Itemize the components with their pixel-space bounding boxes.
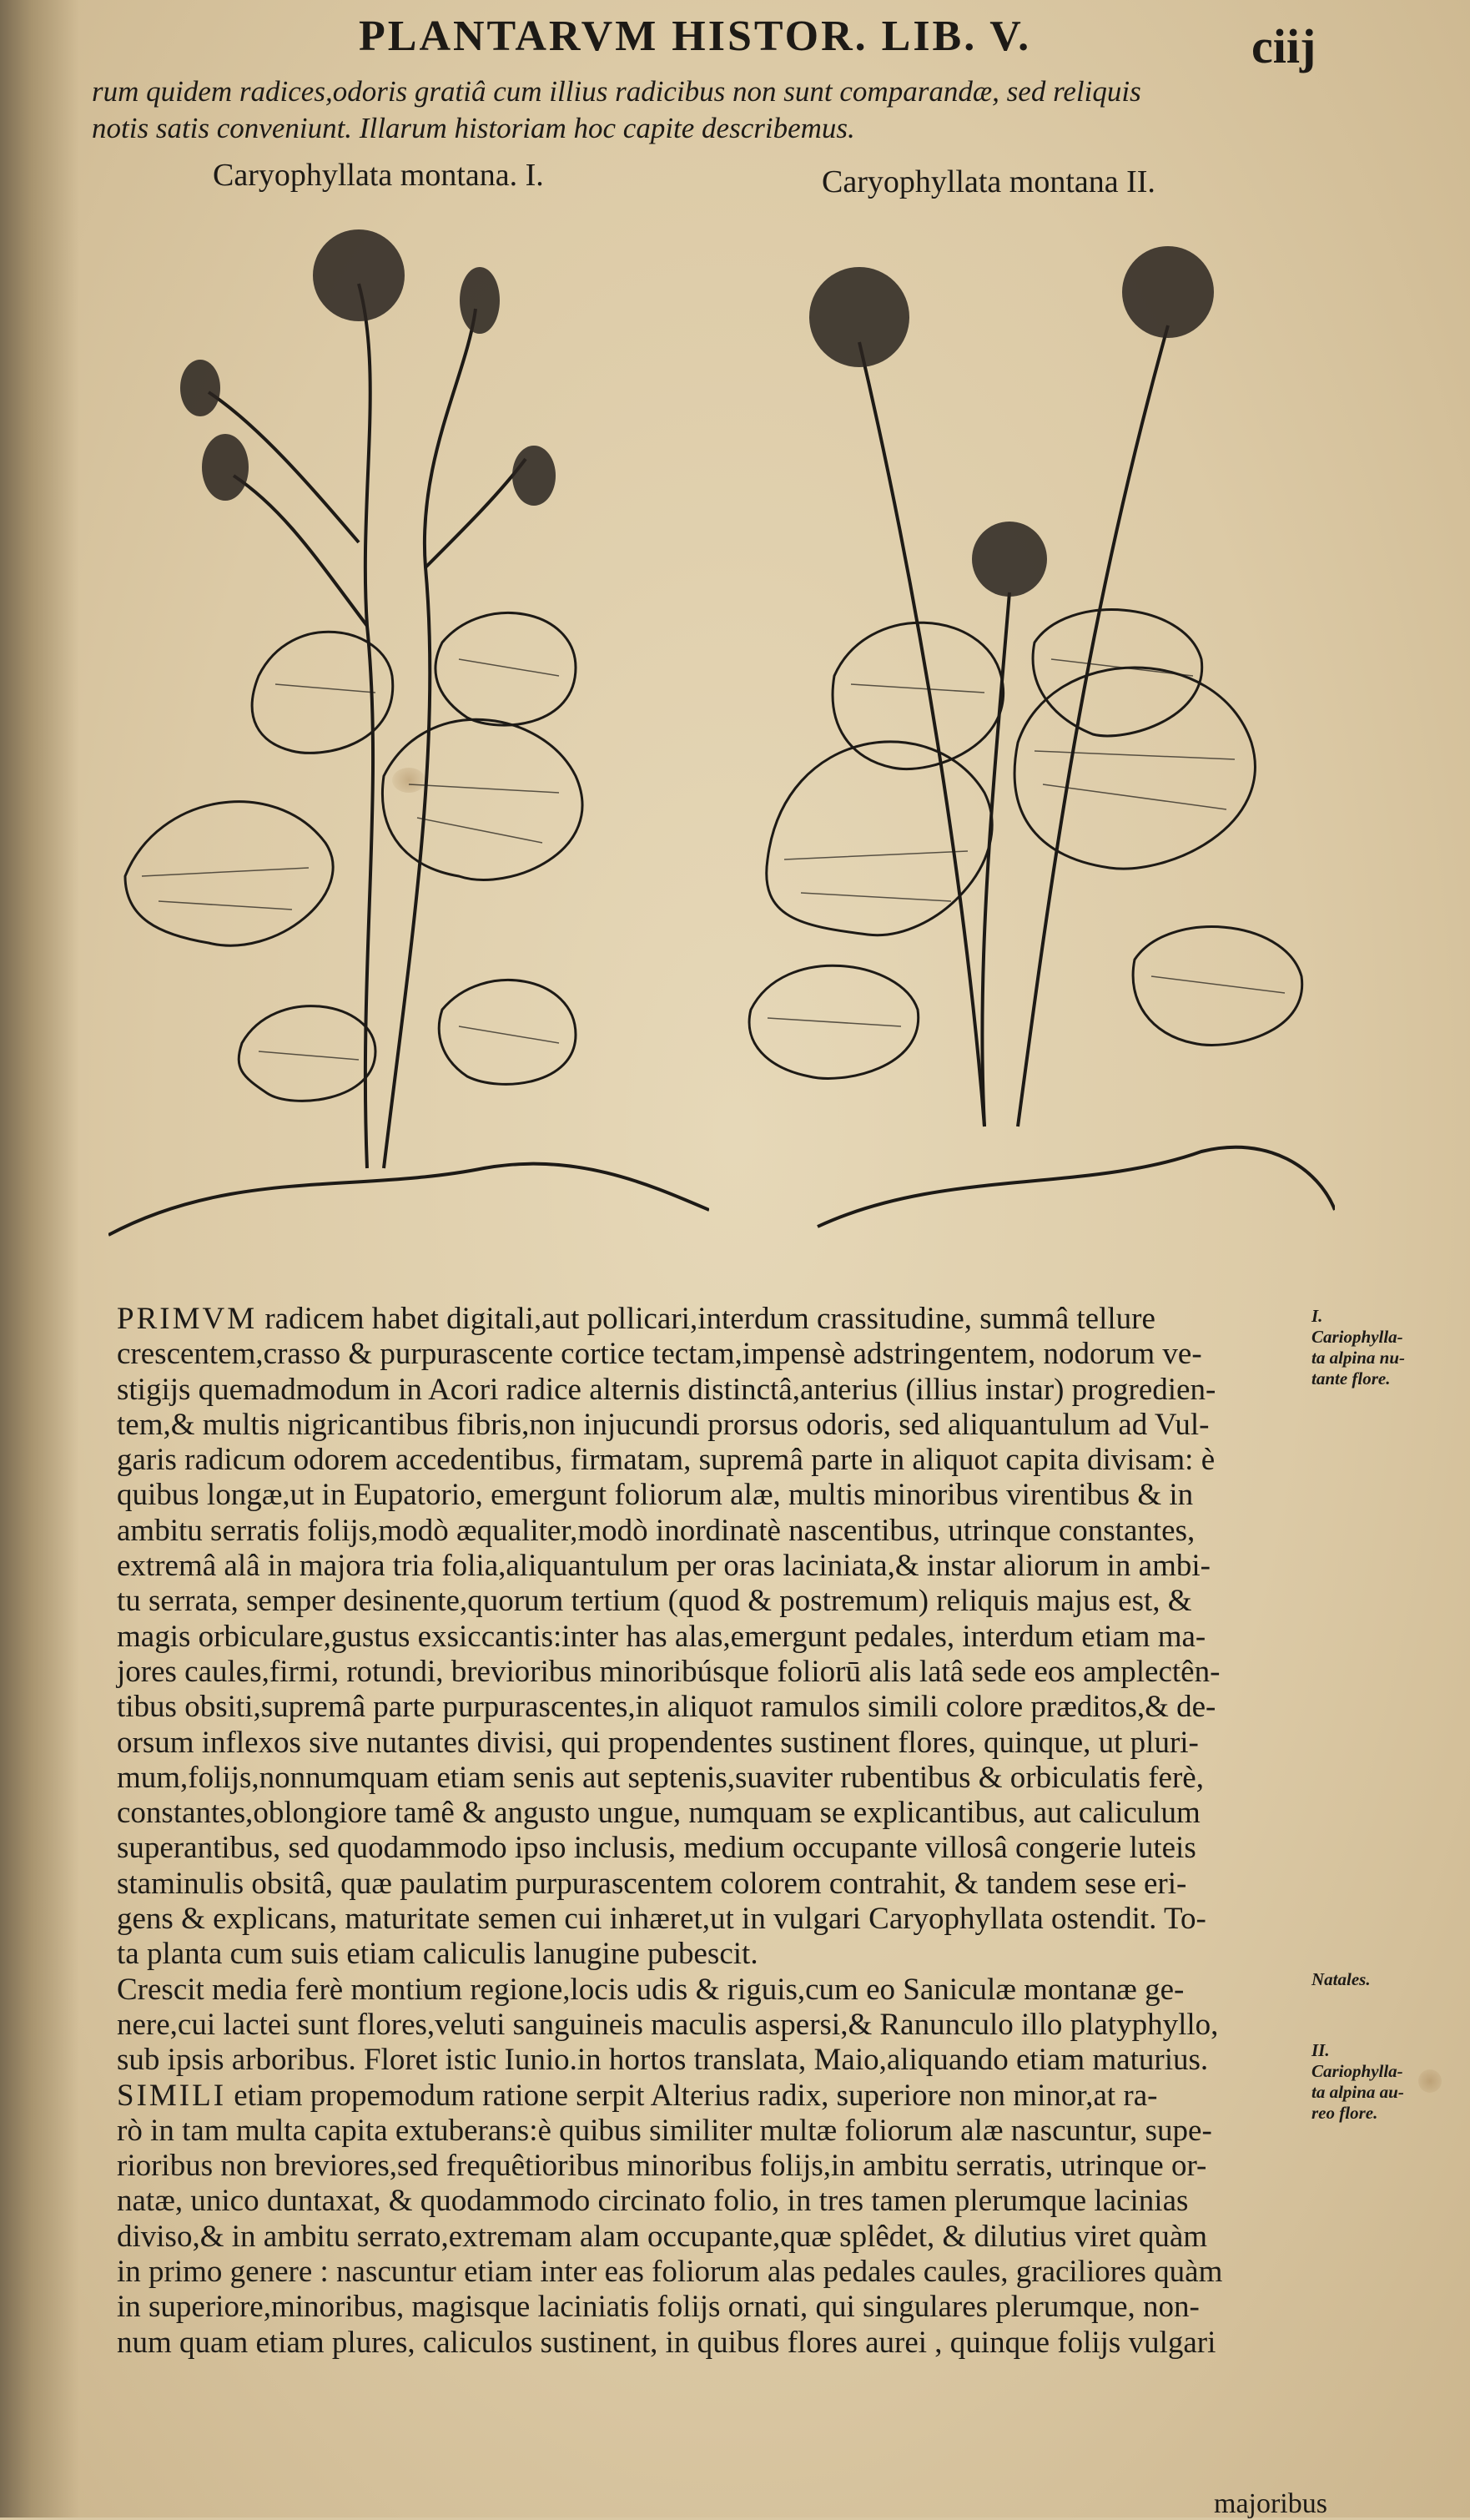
- body-line: num quam etiam plures, caliculos sustinent, in quibus flores aurei , quinque folijs vulgari: [117, 2325, 1216, 2360]
- body-line: Crescit media ferè montium regione,locis udis & riguis,cum eo Saniculæ montanæ ge-: [117, 1972, 1185, 2007]
- body-line: diviso,& in ambitu serrato,extremam alam occupante,quæ splêdet, & dilutius viret quàm: [117, 2219, 1208, 2254]
- running-title: PLANTARVM HISTOR. LIB. V.: [359, 13, 1032, 60]
- body-line: quibus longæ,ut in Eupatorio, emergunt foliorum alæ, multis minoribus virentibus & in: [117, 1478, 1194, 1513]
- intro-text: [92, 73, 1310, 147]
- body-line: jores caules,firmi, rotundi, brevioribus minoribúsque foliorū alis latâ sede eos amplectên-: [117, 1654, 1221, 1689]
- body-line: SIMILI etiam propemodum ratione serpit Alterius radix, superiore non minor,at ra-: [117, 2078, 1158, 2113]
- body-line: tu serrata, semper desinente,quorum tertium (quod & postremum) reliquis majus est, &: [117, 1584, 1192, 1619]
- body-text: [117, 1302, 1301, 2361]
- body-line: tem,& multis nigricantibus fibris,non injucundi prorsus odoris, sed aliquantulum ad Vul-: [117, 1407, 1210, 1442]
- body-line: orsum inflexos sive nutantes divisi, qui propendentes sustinent flores, quinque, ut pluri-: [117, 1725, 1199, 1760]
- body-line: in superiore,minoribus, magisque laciniatis folijs ornati, qui singulares plerumque, non-: [117, 2290, 1200, 2325]
- margin-note-1: I. Cariophylla- ta alpina nu- tante flore.: [1311, 1306, 1406, 1389]
- body-line: superantibus, sed quodammodo ipso inclusis, medium occupante villosâ congerie luteis: [117, 1831, 1196, 1866]
- margin-note-natales: Natales.: [1311, 1969, 1371, 1989]
- figure-caption-1: Caryophyllata montana. I.: [213, 158, 544, 193]
- body-line: ambitu serratis folijs,modò æqualiter,modò inordinatè nascentibus, utrinque constantes,: [117, 1513, 1196, 1548]
- woodcut-plant-2: [734, 209, 1335, 1252]
- body-line: tibus obsiti,supremâ parte purpurascentes,in aliquot ramulos simili colore præditos,& de-: [117, 1690, 1216, 1725]
- body-line: mum,folijs,nonnumquam etiam senis aut septenis,suaviter rubentibus & orbiculatis ferè,: [117, 1760, 1204, 1795]
- drop-lead-word: SIMILI: [117, 2078, 227, 2113]
- body-line: stigijs quemadmodum in Acori radice alternis distinctâ,anterius (illius instar) progredien-: [117, 1372, 1216, 1407]
- body-line: staminulis obsitâ, quæ paulatim purpurascentem colorem contrahit, & tandem sese eri-: [117, 1866, 1187, 1901]
- margin-note-2: II. Cariophylla- ta alpina au- reo flore.: [1311, 2040, 1404, 2123]
- body-line: extremâ alâ in majora tria folia,aliquantulum per oras laciniata,& instar aliorum in ambi-: [117, 1549, 1211, 1584]
- body-line: PRIMVM radicem habet digitali,aut pollicari,interdum crassitudine, summâ tellure: [117, 1302, 1155, 1336]
- body-line: crescentem,crasso & purpurascente cortice tectam,impensè adstringentem, nodorum ve-: [117, 1337, 1202, 1372]
- body-line: constantes,oblongiore tamê & angusto ungue, numquam se explicantibus, aut caliculum: [117, 1796, 1201, 1831]
- body-line: magis orbiculare,gustus exsiccantis:inter has alas,emergunt pedales, interdum etiam ma-: [117, 1619, 1206, 1654]
- intro-line: notis satis conveniunt. Illarum historiam hoc capite describemus.: [92, 112, 855, 144]
- body-line: gens & explicans, maturitate semen cui inhæret,ut in vulgari Caryophyllata ostendit. To-: [117, 1902, 1206, 1937]
- body-line: sub ipsis arboribus. Floret istic Iunio.in hortos translata, Maio,aliquando etiam maturius.: [117, 2043, 1209, 2078]
- body-line: garis radicum odorem accedentibus, firmatam, supremâ parte in aliquot capita divisam: è: [117, 1443, 1216, 1478]
- body-line: natæ, unico duntaxat, & quodammodo circinato folio, in tres tamen plerumque lacinias: [117, 2184, 1189, 2219]
- body-line: rioribus non breviores,sed frequêtioribus minoribus folijs,in ambitu serratis, utrinque or-: [117, 2149, 1207, 2184]
- body-line: ta planta cum suis etiam caliculis lanugine pubescit.: [117, 1937, 758, 1972]
- body-line: in primo genere : nascuntur etiam inter eas foliorum alas pedales caules, graciliores quàm: [117, 2255, 1223, 2290]
- catchword: majoribus: [1214, 2488, 1327, 2519]
- folio-number: ciij: [1251, 19, 1316, 73]
- page-gutter-shadow: [0, 0, 79, 2517]
- body-line: rò in tam multa capita extuberans:è quibus similiter multæ foliorum alæ nascuntur, supe-: [117, 2113, 1212, 2148]
- intro-line: rum quidem radices,odoris gratiâ cum illius radicibus non sunt comparandæ, sed reliquis: [92, 75, 1141, 108]
- woodcut-plant-1: [108, 209, 709, 1252]
- drop-lead-word: PRIMVM: [117, 1302, 258, 1336]
- figure-caption-2: Caryophyllata montana II.: [822, 164, 1155, 199]
- body-line: nere,cui lactei sunt flores,veluti sanguineis maculis aspersi,& Ranunculo illo platyphyllo,: [117, 2007, 1219, 2042]
